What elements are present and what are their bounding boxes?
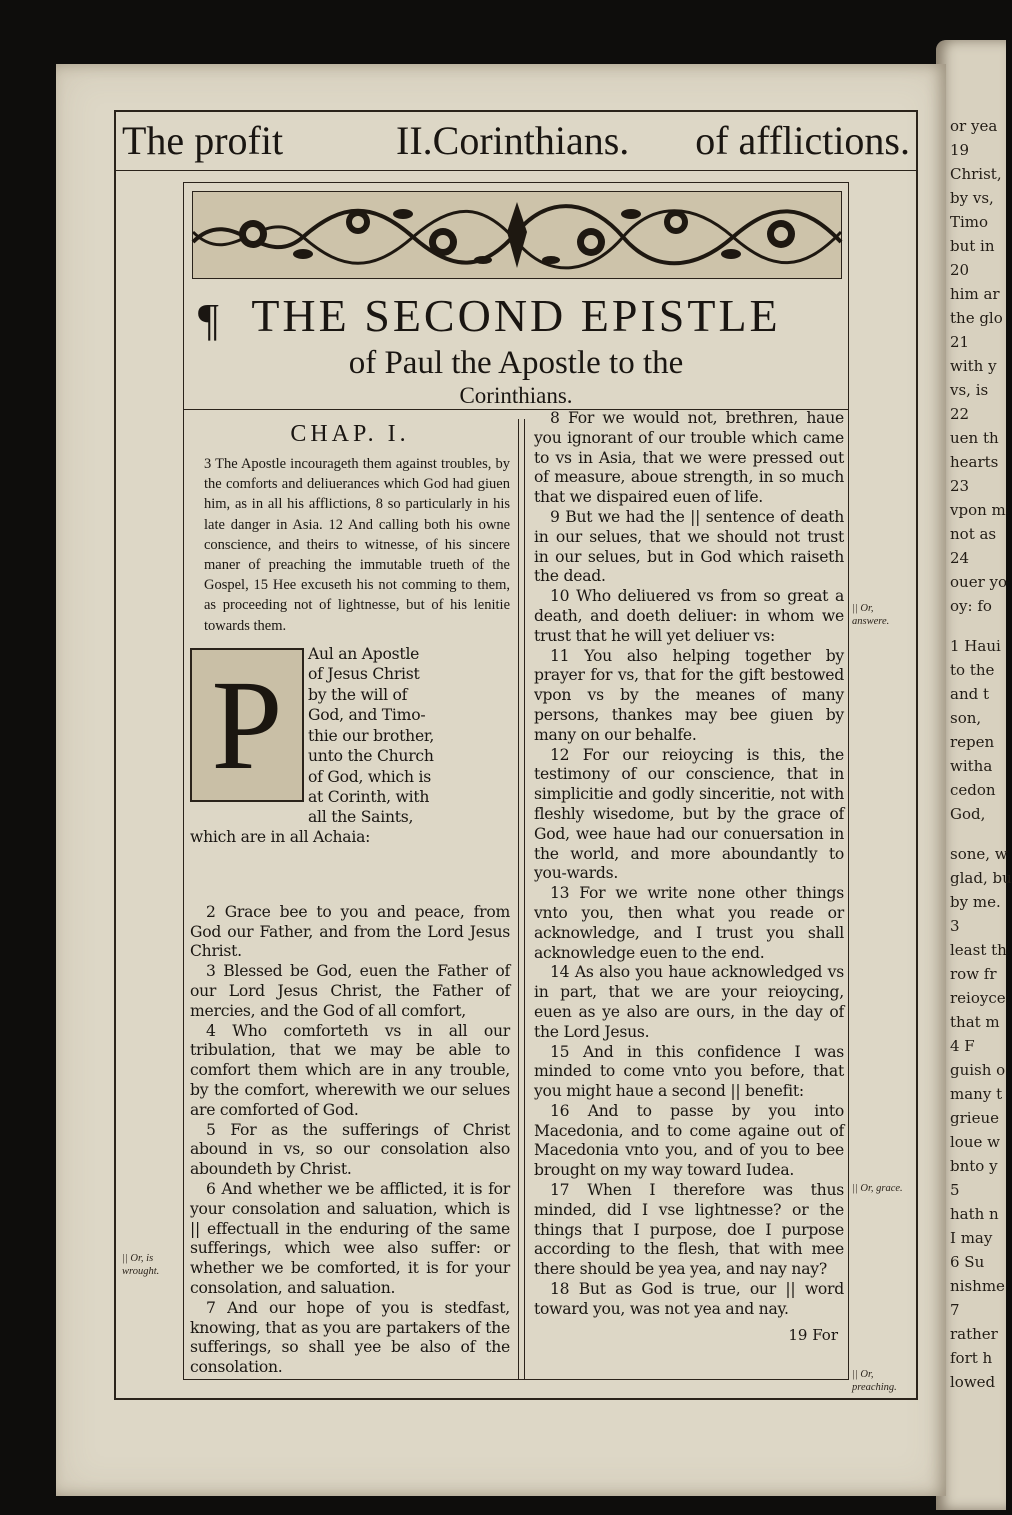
verse: 2 Grace bee to you and peace, from God our Father, and from the Lord Jesus Christ.	[190, 902, 510, 961]
facing-page-fragment: 21	[950, 333, 970, 351]
facing-page-fragment: glad, bu	[950, 869, 1012, 887]
facing-page-fragment: rather	[950, 1325, 998, 1343]
facing-page-fragment: oy: fo	[950, 597, 992, 615]
opening-line: thie our brother,	[308, 726, 435, 745]
facing-page-fragment: or yea	[950, 117, 998, 135]
facing-page-fragment: 1 Haui	[950, 637, 1001, 655]
ornamental-headpiece	[192, 191, 842, 279]
verse: 18 But as God is true, our || word toward you, was not yea and nay.	[534, 1280, 844, 1318]
title-line-1: THE SECOND EPISTLE	[251, 290, 781, 341]
facing-page-fragment: witha	[950, 757, 993, 775]
column-rule	[518, 419, 519, 1379]
pilcrow-icon: ¶	[198, 294, 219, 345]
opening-line: all the Saints,	[308, 807, 414, 826]
verse: 16 And to passe by you into Macedonia, and to come againe out of Macedonia vnto you, and of you to bee brought on my way toward Iudea.	[534, 1101, 844, 1180]
decorated-initial: P	[190, 648, 304, 802]
opening-line: Aul an Apostle	[308, 644, 420, 663]
facing-page-fragment: 4 F	[950, 1037, 975, 1055]
bible-page	[56, 64, 946, 1496]
verse: 9 But we had the || sentence of death in our selues, that we should not trust in our selues, but in God which raiseth the dead.	[534, 507, 844, 586]
verse: 11 You also helping together by prayer for vs, that for the gift bestowed vpon vs by the meanes of many persons, thankes may bee giuen by many on our behalfe.	[534, 646, 844, 744]
verse: 4 Who comforteth vs in all our tribulation, that we may be able to comfort them which are in any trouble, by the comfort, wherewith we our selues are comforted of God.	[190, 1021, 510, 1119]
verse: 10 Who deliuered vs from so great a death, and doeth deliuer: in whom we trust that he will yet deliuer vs:	[534, 587, 844, 645]
facing-page-fragment: to the	[950, 661, 995, 679]
facing-page-fragment: bnto y	[950, 1157, 998, 1175]
facing-page-fragment: and t	[950, 685, 990, 703]
facing-page-fragment: lowed	[950, 1373, 996, 1391]
running-head-left: The profit	[122, 118, 284, 163]
verse: which are in all Achaia:	[190, 827, 371, 846]
opening-line: of Jesus Christ	[308, 665, 420, 684]
facing-page-fragment: with y	[950, 357, 997, 375]
facing-page-fragment: repen	[950, 733, 995, 751]
right-column	[534, 409, 844, 1344]
facing-page-fragment: 23	[950, 477, 970, 495]
opening-tail	[190, 808, 512, 848]
facing-page-fragment: 7	[950, 1301, 960, 1319]
opening-lines	[308, 644, 512, 808]
verse: 5 For as the sufferings of Christ abound in vs, so our consolation also aboundeth by Christ.	[190, 1120, 510, 1179]
facing-page-fragment: the glo	[950, 309, 1003, 327]
facing-page-fragment: but in	[950, 237, 995, 255]
left-column	[190, 421, 510, 1378]
facing-page-fragment: loue w	[950, 1133, 1000, 1151]
facing-page-fragment: nishme	[950, 1277, 1005, 1295]
verse: 7 And our hope of you is stedfast, knowing, that as you are partakers of the sufferings, so shall yee be also of the consolation.	[190, 1298, 510, 1377]
verse: 17 When I therefore was thus minded, did I vse lightnesse? or the things that I purpose, doe I purpose according to the flesh, that with mee there should be yea yea, and nay nay?	[534, 1181, 844, 1279]
text-block	[183, 182, 849, 1380]
title-line-3: Corinthians.	[459, 383, 573, 408]
facing-page-fragment: son,	[950, 709, 982, 727]
opening-line: God, and Timo-	[308, 706, 426, 725]
facing-page-fragment: God,	[950, 805, 986, 823]
catchword: 19 For	[788, 1325, 838, 1344]
verse: 15 And in this confidence I was minded to come vnto you before, that you might haue a second || benefit:	[534, 1042, 844, 1101]
facing-page-fragment: fort h	[950, 1349, 993, 1367]
running-head-center: II.Corinthians.	[396, 118, 630, 163]
page-frame	[114, 110, 918, 1400]
facing-page-fragment: hath n	[950, 1205, 999, 1223]
facing-page-fragment: Timo	[950, 213, 989, 231]
facing-page-fragment: many t	[950, 1085, 1003, 1103]
chapter-heading: CHAP. I.	[290, 421, 410, 447]
facing-page-fragment: 22	[950, 405, 970, 423]
facing-page-fragment: him ar	[950, 285, 1000, 303]
margin-note-left: || Or, is wrought.	[122, 1253, 160, 1277]
margin-note-right: || Or, answere.	[852, 603, 890, 627]
verse: 14 As also you haue acknowledged vs in part, that we are your reioycing, euen as ye also are ours, in the day of the Lord Jesus.	[534, 963, 844, 1041]
facing-page-fragment: hearts	[950, 453, 999, 471]
facing-page-fragment: I may	[950, 1229, 993, 1247]
verse: 13 For we write none other things vnto you, then what you reade or acknowledge, and I trust you shall acknowledge euen to the end.	[534, 884, 844, 962]
facing-page-fragment: cedon	[950, 781, 996, 799]
facing-page-fragment: Christ,	[950, 165, 1002, 183]
facing-page-fragment: 19	[950, 141, 970, 159]
facing-page-fragment: by vs,	[950, 189, 994, 207]
facing-page-fragment: ouer yo	[950, 573, 1008, 591]
opening-line: of God, which is	[308, 767, 431, 786]
epistle-title	[184, 285, 848, 410]
facing-page-fragment: 5	[950, 1181, 960, 1199]
facing-page-fragment: sone, w	[950, 845, 1008, 863]
verse: 12 For our reioycing is this, the testimony of our conscience, that in simplicitie and godly sinceritie, not with fleshly wisedome, but by the grace of God, wee haue had our conuersation in the world, and more aboundantly to you-wards.	[534, 745, 844, 883]
margin-note-right: || Or, preaching.	[852, 1369, 897, 1393]
facing-page-fragment: least th	[950, 941, 1007, 959]
facing-page-fragment: that m	[950, 1013, 1000, 1031]
facing-page-fragment: guish o	[950, 1061, 1006, 1079]
opening-line: by the will of	[308, 685, 408, 704]
opening-line: at Corinth, with	[308, 788, 430, 807]
facing-page-fragment: not as	[950, 525, 997, 543]
facing-page-fragment: 20	[950, 261, 970, 279]
facing-page	[936, 40, 1012, 1510]
facing-page-fragment: uen th	[950, 429, 999, 447]
facing-page-fragment: row fr	[950, 965, 997, 983]
margin-note-right: || Or, grace.	[852, 1183, 903, 1194]
chapter-summary: 3 The Apostle incourageth them against troubles, by the comforts and deliuerances which God had giuen him, as in all his afflictions, 8 so particularly in his late danger in Asia. 12 And calling both his owne conscience, and theirs to witnesse, of his sincere maner of preaching the immutable trueth of the Gospel, 15 Hee excuseth his not comming to them, as proceeding not of lightnesse, but of his lenitie towards them.	[204, 456, 510, 634]
facing-page-fragment: 6 Su	[950, 1253, 985, 1271]
verse: 6 And whether we be afflicted, it is for your consolation and saluation, which is || effectuall in the enduring of the same sufferings, which wee also suffer: or whether we be comforted, it is for your consolation, and saluation.	[190, 1179, 510, 1297]
ornament-vine-icon	[193, 192, 841, 278]
facing-page-fragment: vpon m	[950, 501, 1006, 519]
opening-line: unto the Church	[308, 747, 434, 766]
facing-page-fragment: reioyce	[950, 989, 1006, 1007]
verse: 3 Blessed be God, euen the Father of our Lord Jesus Christ, the Father of mercies, and the God of all comfort,	[190, 962, 510, 1020]
title-line-2: of Paul the Apostle to the	[348, 345, 684, 381]
column-rule-inner	[524, 419, 525, 1379]
facing-page-fragment: 3	[950, 917, 960, 935]
facing-page-fragment: by me.	[950, 893, 1001, 911]
verse: 8 For we would not, brethren, haue you ignorant of our trouble which came to vs in Asia, that we were pressed out of measure, aboue strength, in so much that we dispaired euen of life.	[534, 409, 844, 507]
facing-page-fragment: grieue	[950, 1109, 999, 1127]
facing-page-fragment: vs, is	[950, 381, 989, 399]
running-head-right: of afflictions.	[695, 118, 910, 163]
running-head	[116, 112, 916, 171]
facing-page-fragment: 24	[950, 549, 970, 567]
opening-verse	[190, 644, 510, 903]
